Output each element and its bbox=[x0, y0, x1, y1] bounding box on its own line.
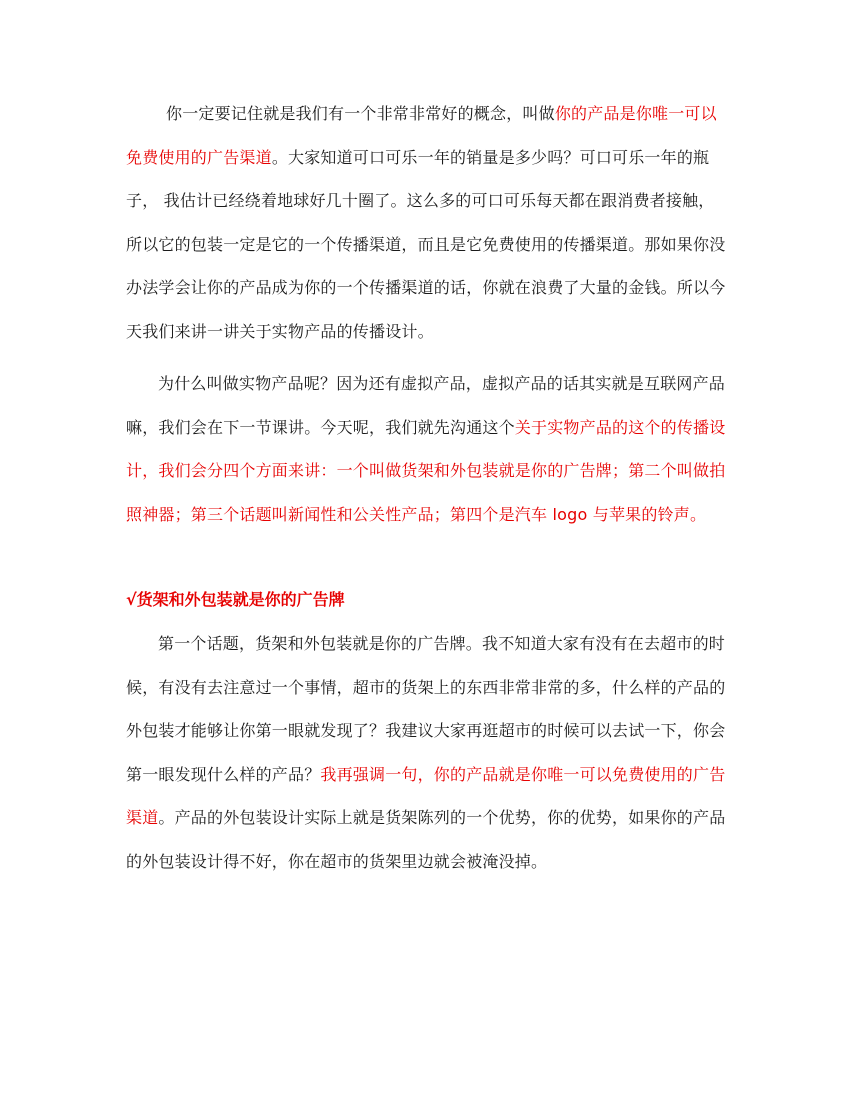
intro-text-2: 。大家知道可口可乐一年的销量是多少吗？可口可乐一年的瓶子， 我估计已经绕着地球好几十圈了。这么多的可口可乐每天都在跟消费者接触，所以它的包装一定是它的一个传播渠道，而且是它免费使用的传播渠道。那如果你没办法学会让你的产品成为你的一个传播渠道的话，你就在浪费了大量的金钱。所以今天我们来讲一讲关于实物产品的传播设计。 bbox=[126, 147, 726, 341]
intro-highlight: 你的产品是你唯一可以免费使用的广告渠道 bbox=[126, 104, 717, 167]
section-heading: √货架和外包装就是你的广告牌 bbox=[126, 590, 345, 609]
paragraph-shelf bbox=[126, 622, 726, 883]
shelf-text-2: 。产品的外包装设计实际上就是货架陈列的一个优势，你的优势，如果你的产品的外包装设计得不好，你在超市的货架里边就会被淹没掉。 bbox=[126, 808, 726, 871]
paragraph-intro bbox=[126, 92, 726, 353]
intro-text-1: 你一定要记住就是我们有一个非常非常好的概念，叫做 bbox=[166, 104, 555, 123]
overview-highlight: 关于实物产品的这个的传播设计，我们会分四个方面来讲：一个叫做货架和外包装就是你的广告牌；第二个叫做拍照神器；第三个话题叫新闻性和公关性产品；第四个是汽车 logo 与苹果的铃声。 bbox=[126, 417, 726, 524]
paragraph-overview bbox=[126, 362, 726, 536]
shelf-text-1: 第一个话题，货架和外包装就是你的广告牌。我不知道大家有没有在去超市的时候，有没有去注意过一个事情，超市的货架上的东西非常非常的多，什么样的产品的外包装才能够让你第一眼就发现了？我建议大家再逛超市的时候可以去试一下，你会第一眼发现什么样的产品？ bbox=[126, 634, 726, 784]
shelf-highlight: 我再强调一句，你的产品就是你唯一可以免费使用的广告渠道 bbox=[126, 764, 726, 827]
overview-text: 为什么叫做实物产品呢？因为还有虚拟产品，虚拟产品的话其实就是互联网产品嘛，我们会在下一节课讲。今天呢，我们就先沟通这个 bbox=[126, 374, 726, 437]
